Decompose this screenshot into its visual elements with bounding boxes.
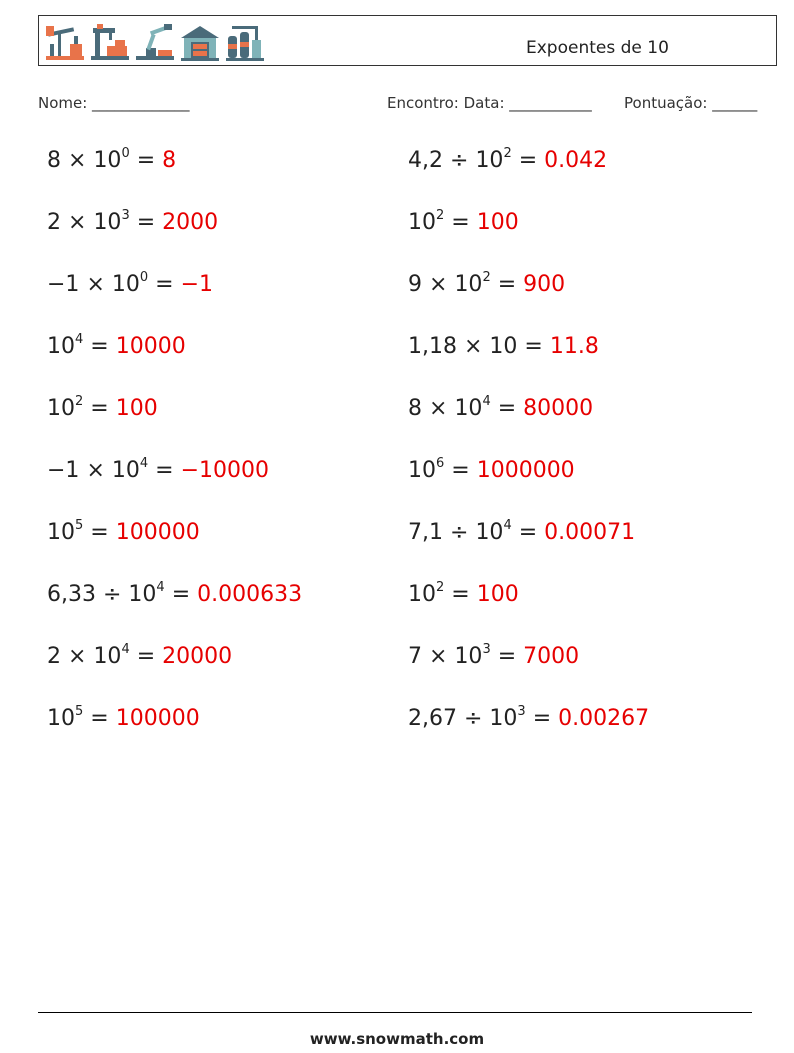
problem-item: $7 \times 10^3 = 7000$ xyxy=(408,641,580,669)
base: 10 xyxy=(111,272,140,297)
answer: 7000 xyxy=(523,644,580,669)
base: 10 xyxy=(408,582,436,607)
answer: 10000 xyxy=(115,334,186,359)
base: 10 xyxy=(93,210,122,235)
base: 10 xyxy=(489,706,518,731)
footer-url: www.snowmath.com xyxy=(309,1030,485,1048)
exponent: 0 xyxy=(139,269,149,285)
exponent: 0 xyxy=(121,145,130,161)
worksheet-header xyxy=(38,15,777,66)
coefficient: 2 xyxy=(47,644,61,669)
problem-item: $8 \times 10^0 = 8$ xyxy=(47,145,177,173)
base: 10 xyxy=(47,396,75,421)
exponent: 4 xyxy=(156,579,165,595)
base: 10 xyxy=(408,458,436,483)
problem-item: $2 \times 10^4 = 20000$ xyxy=(47,641,233,669)
coefficient: −1 xyxy=(47,272,80,297)
coefficient: 2,67 xyxy=(408,706,457,731)
exponent: 6 xyxy=(436,455,445,471)
base: 10 xyxy=(475,520,504,545)
answer: 0.000633 xyxy=(197,582,303,607)
name-field-label: Nome: _____________ xyxy=(38,94,190,112)
problem-item: $10^2 = 100$ xyxy=(408,207,519,235)
answer: 80000 xyxy=(523,396,594,421)
answer: 20000 xyxy=(162,644,233,669)
base: 10 xyxy=(454,644,483,669)
excavator-icon xyxy=(89,22,131,62)
exponent: 2 xyxy=(75,393,84,409)
answer: −10000 xyxy=(180,458,269,483)
base: 10 xyxy=(408,210,436,235)
coefficient: 7 xyxy=(408,644,422,669)
operator: × xyxy=(86,458,105,483)
exponent: 2 xyxy=(436,579,445,595)
coefficient: 9 xyxy=(408,272,422,297)
answer: 100000 xyxy=(115,520,200,545)
problem-item: $8 \times 10^4 = 80000$ xyxy=(408,393,594,421)
exponent: 2 xyxy=(503,145,512,161)
exponent: 2 xyxy=(436,207,445,223)
problem-item: $-1 \times 10^4 = -10000$ xyxy=(47,455,269,483)
base: 10 xyxy=(489,334,518,359)
base: 10 xyxy=(454,272,483,297)
base: 10 xyxy=(475,148,504,173)
exponent: 3 xyxy=(482,641,491,657)
coefficient: 2 xyxy=(47,210,61,235)
coefficient: 4,2 xyxy=(408,148,443,173)
problem-item: $4,2 \div 10^2 = 0.042$ xyxy=(408,145,608,173)
warehouse-icon xyxy=(179,22,221,62)
problem-item: $10^2 = 100$ xyxy=(408,579,519,607)
operator: ÷ xyxy=(463,706,483,731)
base: 10 xyxy=(454,396,483,421)
answer: 0.00267 xyxy=(558,706,650,731)
exponent: 4 xyxy=(121,641,130,657)
operator: × xyxy=(68,148,87,173)
answer: 11.8 xyxy=(549,334,599,359)
coefficient: 6,33 xyxy=(47,582,96,607)
answer: 0.042 xyxy=(544,148,608,173)
problem-item: $6,33 \div 10^4 = 0.000633$ xyxy=(47,579,303,607)
problem-item: $-1 \times 10^0 = -1$ xyxy=(47,269,214,297)
operator: × xyxy=(68,644,87,669)
problem-item: $10^5 = 100000$ xyxy=(47,517,200,545)
exponent: 5 xyxy=(75,517,84,533)
problem-item: $10^4 = 10000$ xyxy=(47,331,186,359)
robot-arm-icon xyxy=(134,22,176,62)
operator: × xyxy=(429,644,448,669)
exponent: 4 xyxy=(75,331,84,347)
base: 10 xyxy=(111,458,140,483)
coefficient: 8 xyxy=(47,148,61,173)
coefficient: 8 xyxy=(408,396,422,421)
operator: × xyxy=(86,272,105,297)
footer-divider xyxy=(38,1012,752,1013)
oil-pump-icon xyxy=(44,22,86,62)
base: 10 xyxy=(93,644,122,669)
coefficient: 1,18 xyxy=(408,334,457,359)
operator: × xyxy=(429,272,448,297)
base: 10 xyxy=(47,520,75,545)
base: 10 xyxy=(47,334,75,359)
problem-item: $9 \times 10^2 = 900$ xyxy=(408,269,566,297)
exponent: 2 xyxy=(482,269,491,285)
operator: ÷ xyxy=(450,148,469,173)
date-field-label: Encontro: Data: ___________ xyxy=(387,94,592,112)
answer: 0.00071 xyxy=(544,520,636,545)
answer: 100 xyxy=(115,396,158,421)
operator: ÷ xyxy=(450,520,469,545)
problem-item: $2,67 \div 10^3 = 0.00267$ xyxy=(408,703,650,731)
answer: 2000 xyxy=(162,210,219,235)
answer: 100 xyxy=(476,210,519,235)
base: 10 xyxy=(128,582,157,607)
operator: × xyxy=(68,210,87,235)
problem-item: $7,1 \div 10^4 = 0.00071$ xyxy=(408,517,636,545)
problem-item: $10^2 = 100$ xyxy=(47,393,158,421)
operator: × xyxy=(463,334,483,359)
coefficient: 7,1 xyxy=(408,520,443,545)
operator: × xyxy=(429,396,448,421)
problem-item: 1,18 × 10 = 11.8 xyxy=(408,334,599,359)
exponent: 4 xyxy=(139,455,149,471)
answer: 8 xyxy=(162,148,177,173)
answer: 100 xyxy=(476,582,519,607)
exponent: 3 xyxy=(517,703,526,719)
exponent: 4 xyxy=(503,517,512,533)
exponent: 3 xyxy=(121,207,130,223)
answer: 1000000 xyxy=(476,458,575,483)
problem-item: $2 \times 10^3 = 2000$ xyxy=(47,207,219,235)
exponent: 5 xyxy=(75,703,84,719)
answer: 100000 xyxy=(115,706,200,731)
gas-tanks-icon xyxy=(224,22,266,62)
exponent: 4 xyxy=(482,393,491,409)
base: 10 xyxy=(47,706,75,731)
answer: 900 xyxy=(523,272,566,297)
coefficient: −1 xyxy=(47,458,80,483)
base: 10 xyxy=(93,148,122,173)
answer: −1 xyxy=(180,272,214,297)
problem-item: $10^6 = 1000000$ xyxy=(408,455,575,483)
worksheet-title: Expoentes de 10 xyxy=(526,38,669,58)
problem-item: $10^5 = 100000$ xyxy=(47,703,200,731)
operator: ÷ xyxy=(102,582,122,607)
score-field-label: Pontuação: ______ xyxy=(624,94,758,112)
